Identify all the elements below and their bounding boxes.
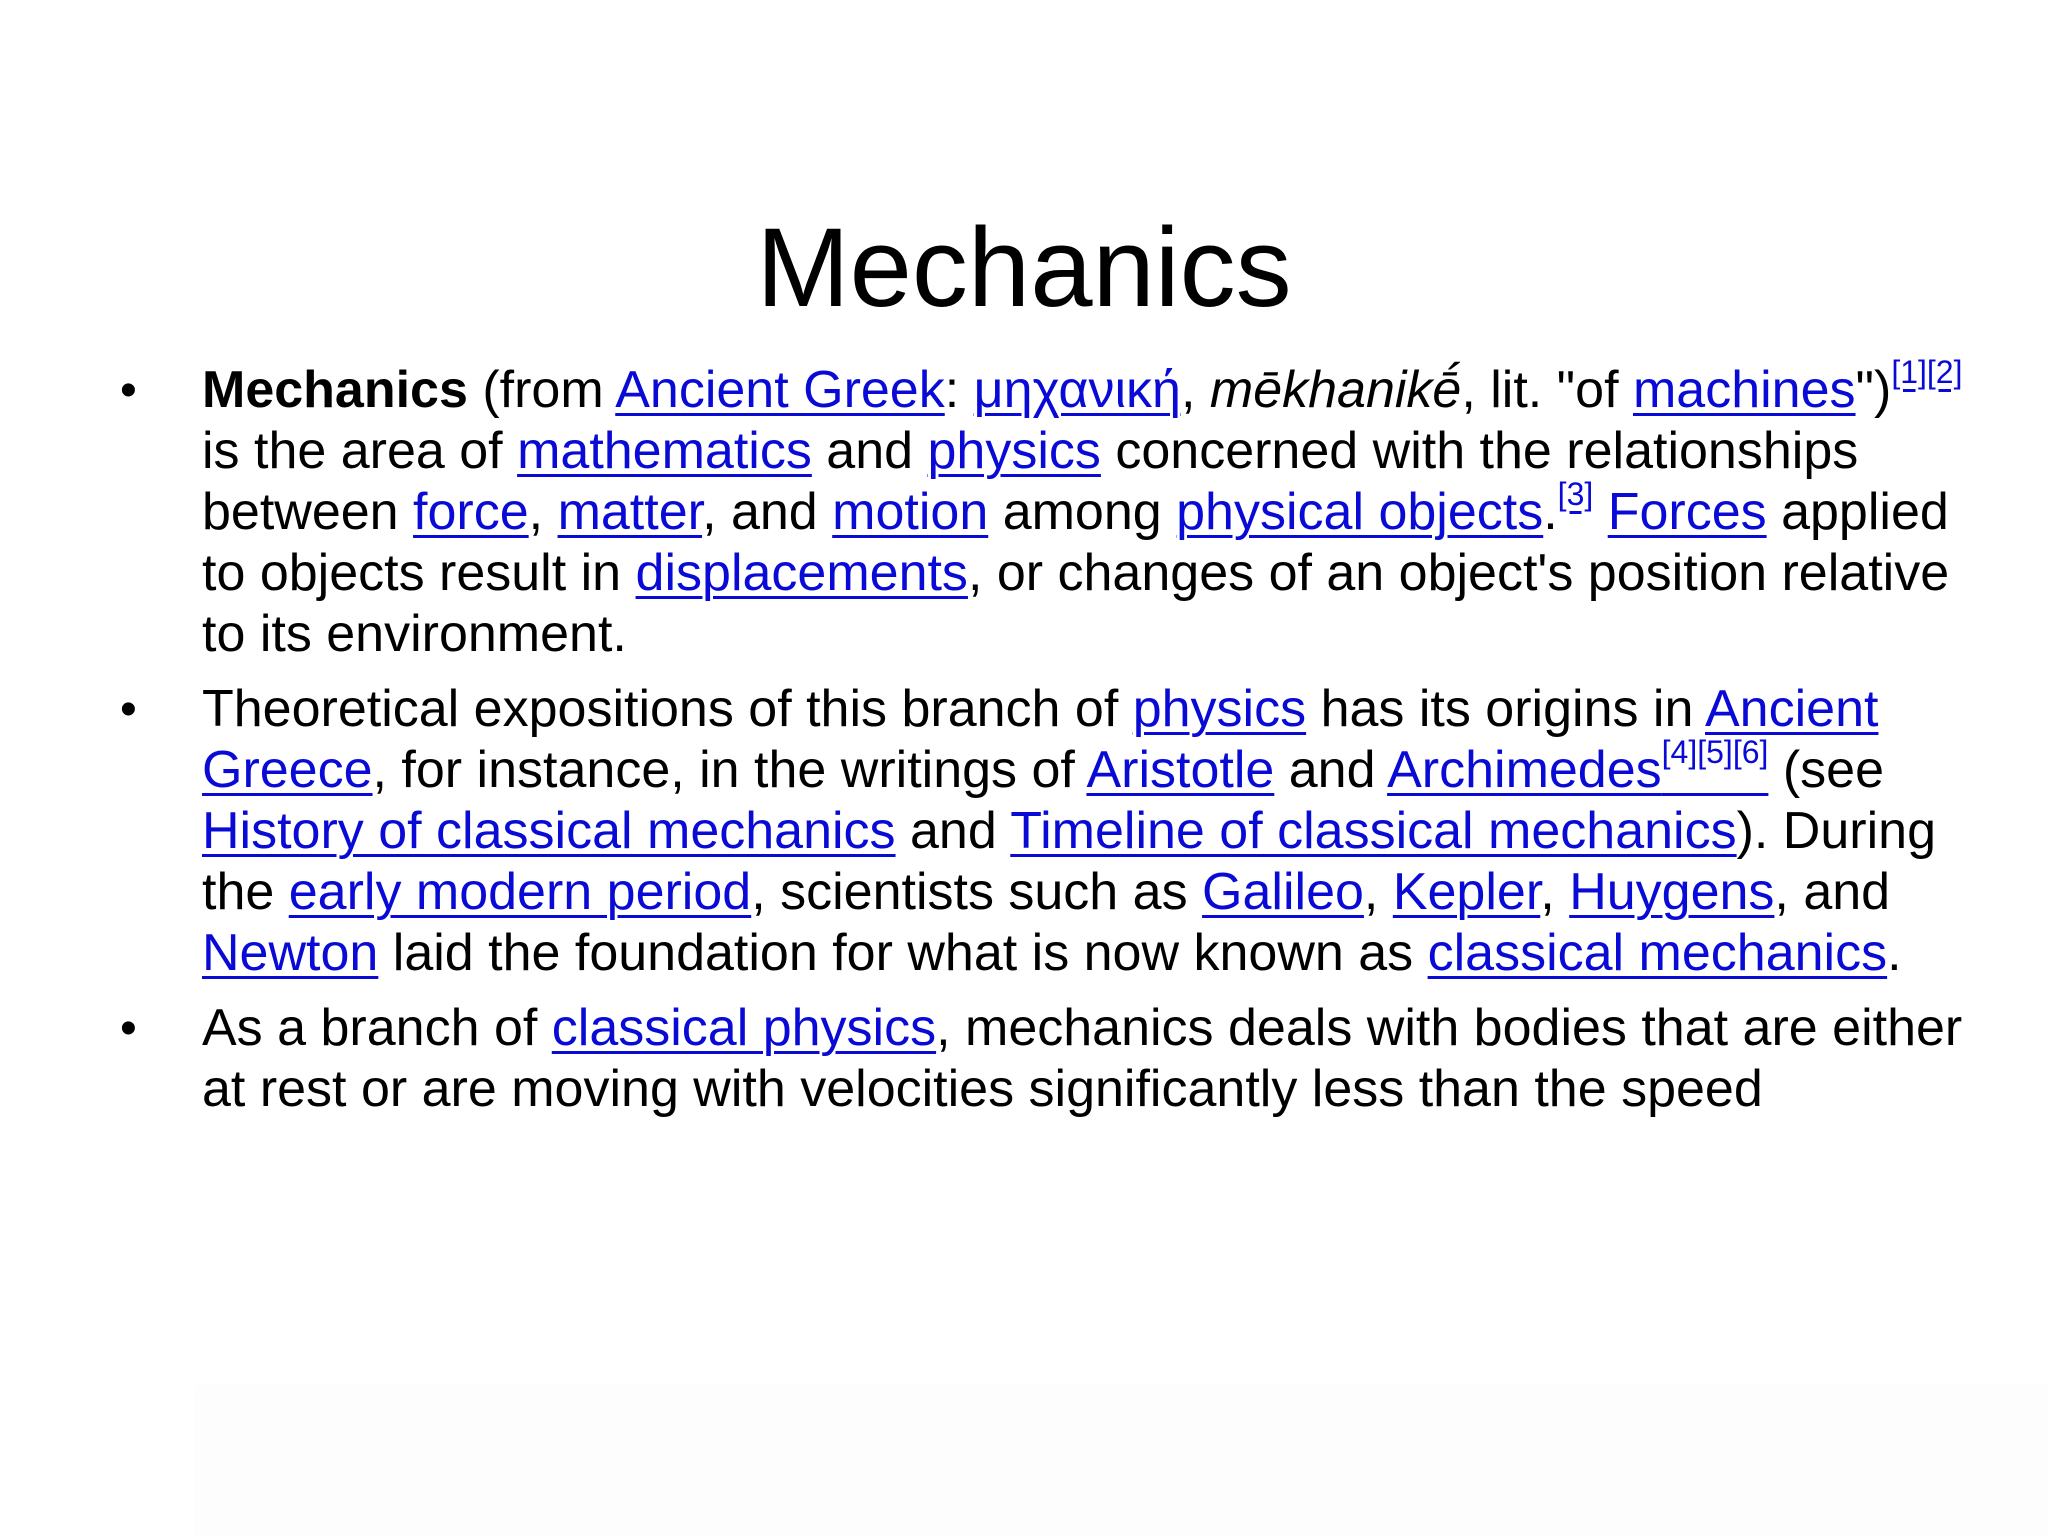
- text: applied to objects result in: [202, 483, 1949, 602]
- link-aristotle[interactable]: Aristotle: [1086, 741, 1275, 799]
- bullet-item-classical-physics: [120, 998, 1970, 1120]
- text: , and: [702, 483, 833, 541]
- text: (from: [467, 361, 616, 419]
- link-greek-word[interactable]: μηχανική: [973, 361, 1181, 419]
- transliteration: mēkhanikḗ: [1209, 361, 1462, 419]
- bullet-dot-icon: •: [120, 1002, 137, 1055]
- link-early-modern-period[interactable]: early modern period: [288, 863, 752, 921]
- background-tint: [195, 1385, 2048, 1536]
- text: "): [1855, 361, 1892, 419]
- ref-link-3[interactable]: [3]: [1557, 476, 1594, 512]
- text: , and: [1774, 863, 1891, 921]
- link-physics-2[interactable]: physics: [1132, 680, 1307, 738]
- link-physical-objects[interactable]: physical objects: [1176, 483, 1544, 541]
- link-huygens[interactable]: Huygens: [1569, 863, 1775, 921]
- link-classical-mechanics[interactable]: classical mechanics: [1427, 924, 1888, 982]
- text: ,: [1180, 361, 1210, 419]
- link-archimedes-label: Archimedes: [1387, 741, 1662, 799]
- text: , mechanics deals with bodies that are either at rest or are moving with velocities significantly less than the speed: [202, 999, 1963, 1118]
- text: Theoretical expositions of this branch of: [202, 680, 1133, 738]
- link-archimedes[interactable]: [1387, 734, 1769, 799]
- text: , lit. "of: [1461, 361, 1633, 419]
- text: [1593, 483, 1607, 541]
- bullet-dot-icon: •: [120, 364, 137, 417]
- text: and: [895, 802, 1011, 860]
- link-ancient-greece[interactable]: Ancient Greece: [202, 680, 1879, 799]
- bullet-dot-icon: •: [120, 683, 137, 736]
- link-history-classical-mechanics[interactable]: History of classical mechanics: [202, 802, 896, 860]
- link-force[interactable]: force: [413, 483, 529, 541]
- text: ). During the: [202, 802, 1936, 921]
- link-newton[interactable]: Newton: [202, 924, 379, 982]
- link-mathematics[interactable]: mathematics: [517, 422, 812, 480]
- text: laid the foundation for what is now known as: [378, 924, 1428, 982]
- link-forces[interactable]: Forces: [1607, 483, 1767, 541]
- text: concerned with the relationships between: [202, 422, 1859, 541]
- link-kepler[interactable]: Kepler: [1392, 863, 1541, 921]
- link-machines[interactable]: machines: [1632, 361, 1856, 419]
- text: , or changes of an object's position relative to its environment.: [202, 544, 1950, 663]
- link-displacements[interactable]: displacements: [635, 544, 968, 602]
- link-ancient-greek[interactable]: Ancient Greek: [615, 361, 945, 419]
- text: .: [1887, 924, 1902, 982]
- text: ,: [1540, 863, 1570, 921]
- slide-title: Mechanics: [756, 205, 1292, 331]
- text: ,: [1363, 863, 1393, 921]
- text: As a branch of: [202, 999, 552, 1057]
- text: (see: [1768, 741, 1884, 799]
- text: is the area of: [202, 422, 518, 480]
- text: , for instance, in the writings of: [372, 741, 1087, 799]
- term-mechanics: Mechanics: [202, 361, 468, 419]
- text: ,: [528, 483, 558, 541]
- link-matter[interactable]: matter: [557, 483, 703, 541]
- link-timeline-classical-mechanics[interactable]: Timeline of classical mechanics: [1010, 802, 1737, 860]
- bullet-item-definition: [120, 354, 1970, 665]
- bullet-list: [120, 354, 1970, 1134]
- text: among: [988, 483, 1177, 541]
- link-physics[interactable]: physics: [927, 422, 1101, 480]
- text: , scientists such as: [751, 863, 1203, 921]
- link-motion[interactable]: motion: [832, 483, 989, 541]
- link-classical-physics[interactable]: classical physics: [551, 999, 937, 1057]
- bullet-item-history: [120, 679, 1970, 984]
- ref-link-1-2[interactable]: [1][2]: [1891, 354, 1963, 390]
- link-galileo[interactable]: Galileo: [1202, 863, 1364, 921]
- ref-4-5-6: [4][5][6]: [1661, 734, 1769, 770]
- text: has its origins in: [1306, 680, 1705, 738]
- text: :: [944, 361, 974, 419]
- text: and: [811, 422, 928, 480]
- text: and: [1274, 741, 1388, 799]
- text: .: [1543, 483, 1558, 541]
